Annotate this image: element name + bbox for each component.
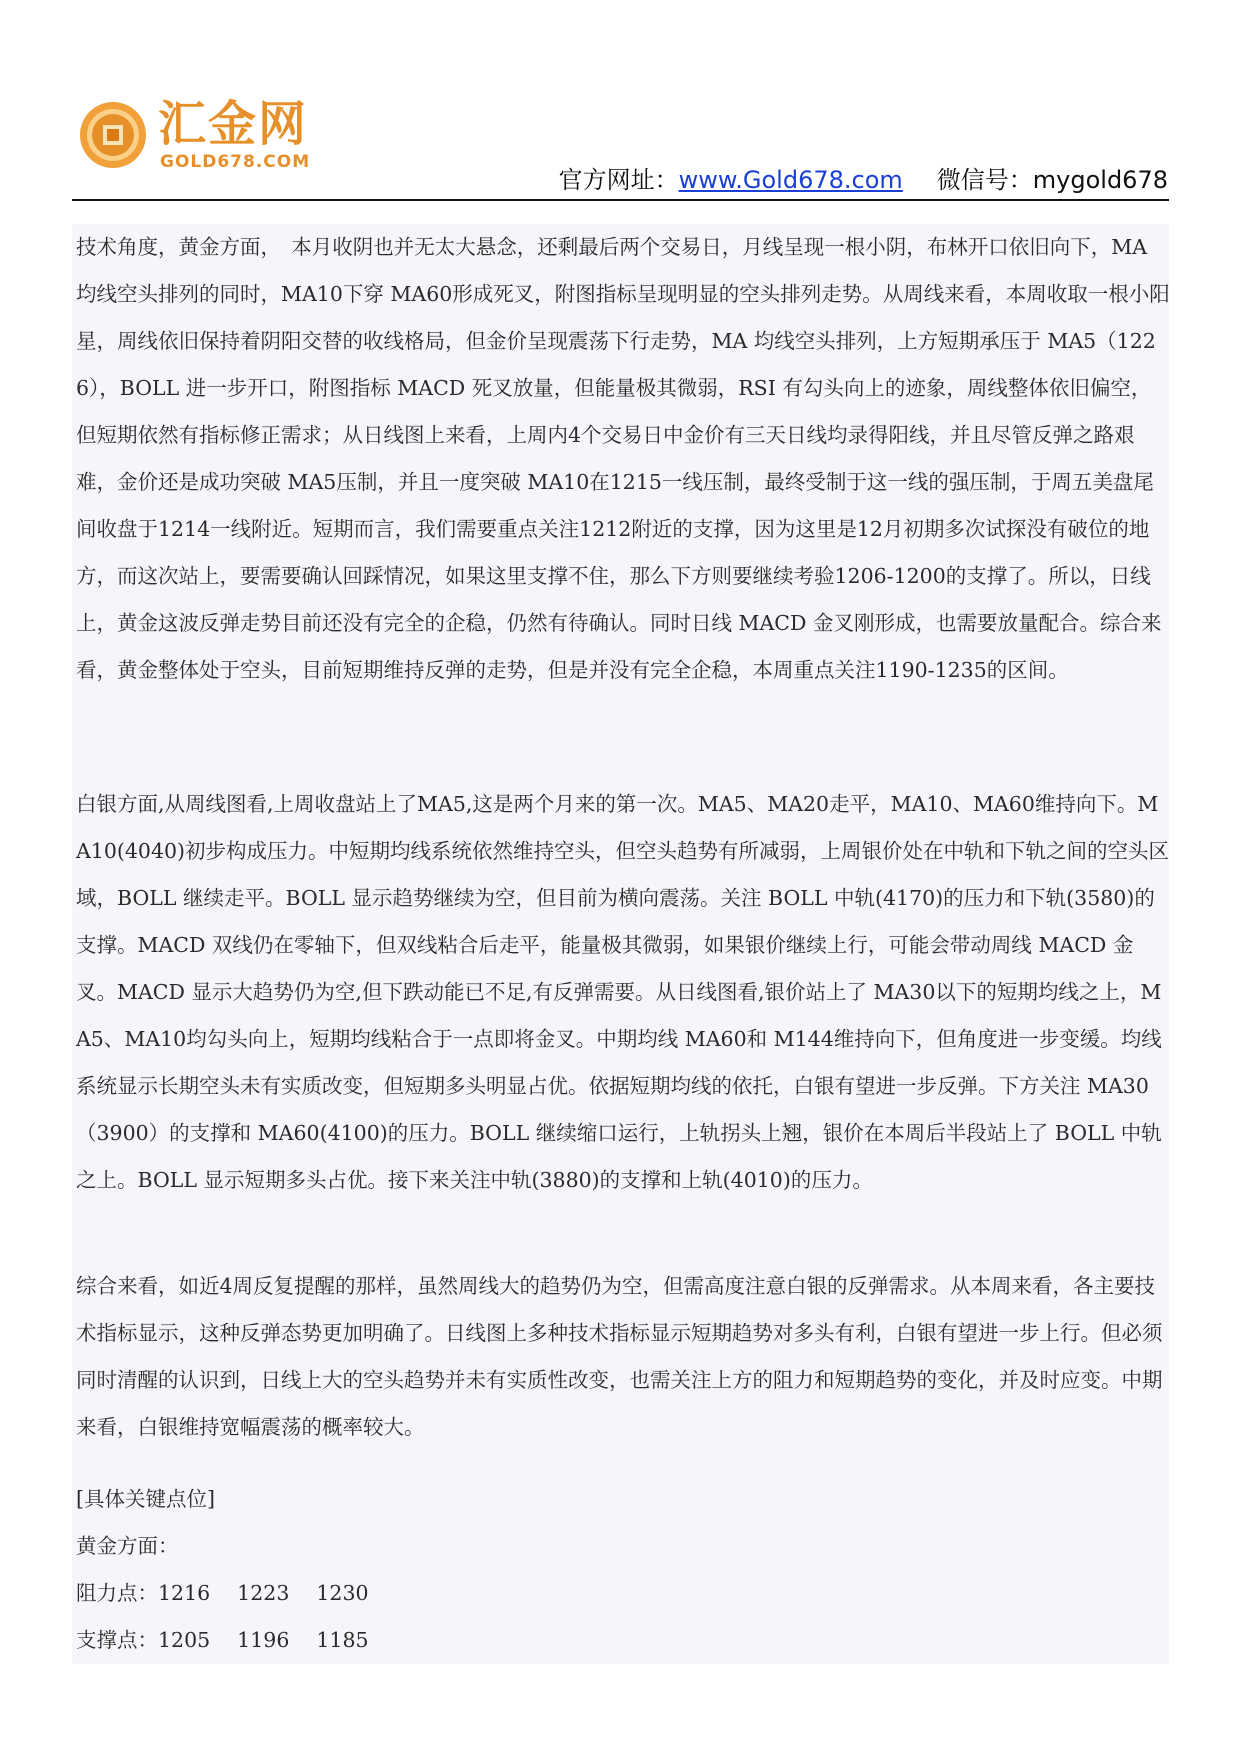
page-header <box>72 90 1168 202</box>
article-body <box>72 224 1169 1664</box>
gold-levels-heading: 黄金方面： <box>76 1534 179 1558</box>
resistance-levels: 阻力点：1216 1223 1230 <box>76 1581 369 1605</box>
wechat-id: mygold678 <box>1032 166 1168 194</box>
summary-paragraph: 综合来看，如近4周反复提醒的那样，虽然周线大的趋势仍为空，但需高度注意白银的反弹需求。从本周来看，各主要技术指标显示，这种反弹态势更加明确了。日线图上多种技术指标显示短期趋势对多头有利，白银有望进一步上行。但必须同时清醒的认识到，日线上大的空头趋势并未有实质性改变，也需关注上方的阻力和短期趋势的变化，并及时应变。中期来看，白银维持宽幅震荡的概率较大。 <box>76 1274 1163 1439</box>
site-url-link[interactable]: www.Gold678.com <box>678 166 903 194</box>
logo-chinese-text: 汇金网 <box>158 96 309 152</box>
gold678-logo[interactable] <box>78 94 338 184</box>
support-levels: 支撑点：1205 1196 1185 <box>76 1628 369 1652</box>
site-info <box>559 160 1168 195</box>
gold-analysis-paragraph: 技术角度，黄金方面， 本月收阴也并无太大悬念，还剩最后两个交易日，月线呈现一根小阴，布林开口依旧向下，MA 均线空头排列的同时，MA10下穿 MA60形成死叉，附图指标呈现明显的空头排列走势。从周线来看，本周收取一根小阳星，周线依旧保持着阴阳交替的收线格局，但金价呈现震荡下行走势，MA 均线空头排列，上方短期承压于 MA5（1226），BOLL 进一步开口，附图指标 MACD 死叉放量，但能量极其微弱，RSI 有勾头向上的迹象，周线整体依旧偏空，但短期依然有指标修正需求；从日线图上来看，上周内4个交易日中金价有三天日线均录得阳线，并且尽管反弹之路艰难，金价还是成功突破 MA5压制，并且一度突破 MA10在1215一线压制，最终受制于这一线的强压制，于周五美盘尾间收盘于1214一线附近。短期而言，我们需要重点关注1212附近的支撑，因为这里是12月初期多次试探没有破位的地方，而这次站上，要需要确认回踩情况，如果这里支撑不住，那么下方则要继续考验1206-1200的支撑了。所以，日线上，黄金这波反弹走势目前还没有完全的企稳，仍然有待确认。同时日线 MACD 金叉刚形成，也需要放量配合。综合来看，黄金整体处于空头，目前短期维持反弹的走势，但是并没有完全企稳，本周重点关注1190-1235的区间。 <box>76 235 1170 682</box>
site-url-label: 官方网址： <box>558 166 679 194</box>
logo-english-text: GOLD678.COM <box>160 152 311 172</box>
header-divider <box>72 199 1169 201</box>
key-levels-heading: [具体关键点位] <box>76 1487 215 1511</box>
coin-logo-icon <box>78 100 148 170</box>
wechat-label: 微信号： <box>936 166 1033 194</box>
silver-analysis-paragraph: 白银方面,从周线图看,上周收盘站上了MA5,这是两个月来的第一次。MA5、MA20走平，MA10、MA60维持向下。MA10(4040)初步构成压力。中短期均线系统依然维持空头，但空头趋势有所减弱，上周银价处在中轨和下轨之间的空头区域，BOLL 继续走平。BOLL 显示趋势继续为空，但目前为横向震荡。关注 BOLL 中轨(4170)的压力和下轨(3580)的支撑。MACD 双线仍在零轴下，但双线粘合后走平，能量极其微弱，如果银价继续上行，可能会带动周线 MACD 金叉。MACD 显示大趋势仍为空,但下跌动能已不足,有反弹需要。从日线图看,银价站上了 MA30以下的短期均线之上，MA5、MA10均勾头向上，短期均线粘合于一点即将金叉。中期均线 MA60和 M144维持向下，但角度进一步变缓。均线系统显示长期空头未有实质改变，但短期多头明显占优。依据短期均线的依托，白银有望进一步反弹。下方关注 MA30（3900）的支撑和 MA60(4100)的压力。BOLL 继续缩口运行，上轨拐头上翘，银价在本周后半段站上了 BOLL 中轨之上。BOLL 显示短期多头占优。接下来关注中轨(3880)的支撑和上轨(4010)的压力。 <box>76 792 1170 1192</box>
